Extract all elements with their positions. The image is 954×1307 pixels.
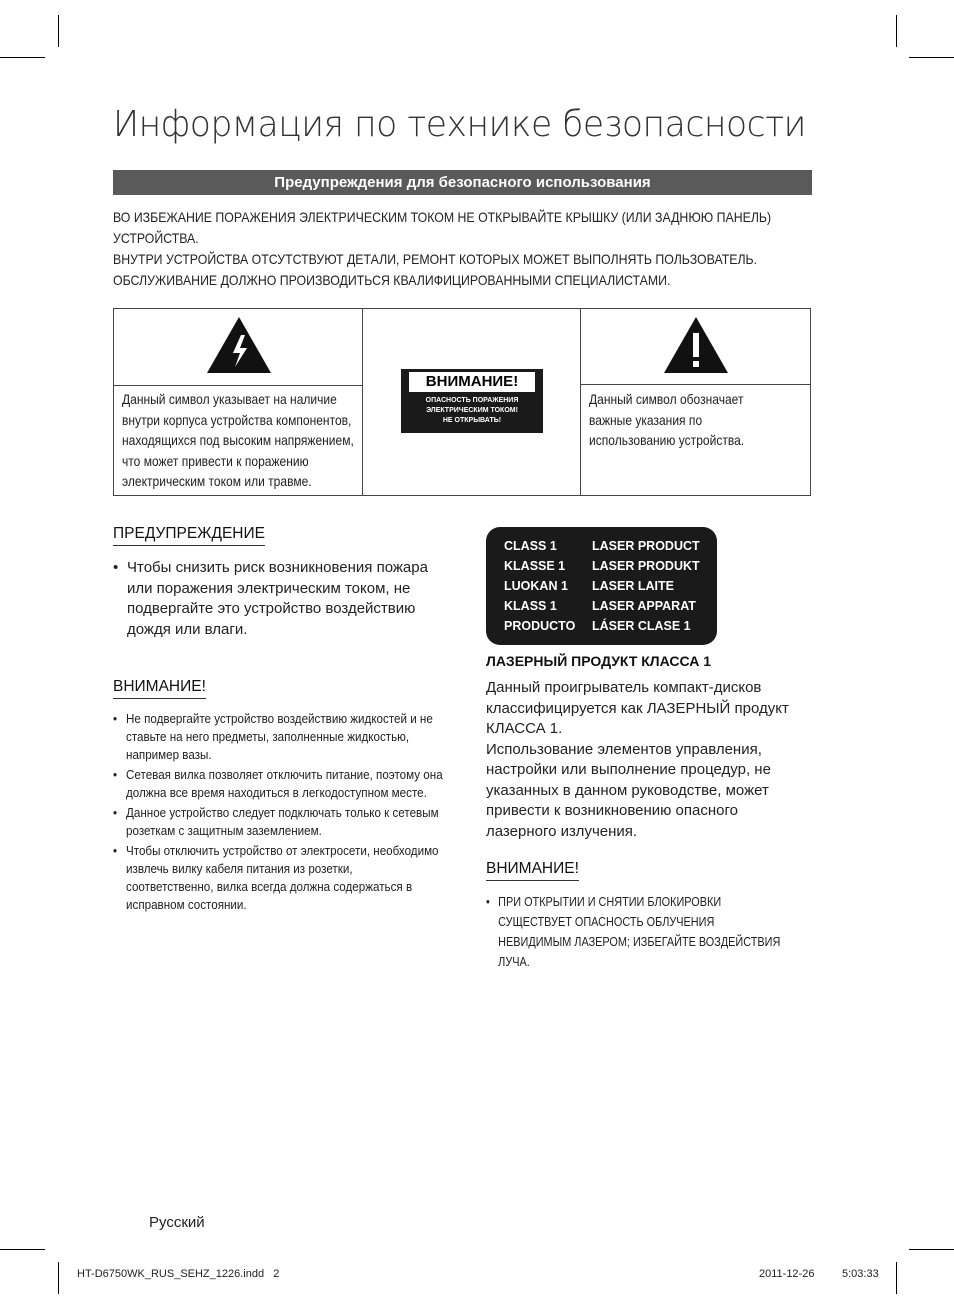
intro-line: ВО ИЗБЕЖАНИЕ ПОРАЖЕНИЯ ЭЛЕКТРИЧЕСКИМ ТОКОМ НЕ ОТКРЫВАЙТЕ КРЫШКУ (ИЛИ ЗАДНЮЮ ПАНЕЛЬ) bbox=[113, 209, 772, 225]
laser-section-text bbox=[486, 678, 816, 842]
crop-mark bbox=[896, 1262, 897, 1294]
list-item: • Чтобы отключить устройство от электросети, необходимо извлечь вилку кабеля питания из розетки, соответственно, вилка всегда должна содержаться в исправном состоянии. bbox=[113, 842, 443, 914]
list-item: • Чтобы снизить риск возникновения пожара или поражения электрическим током, не подвергайте это устройство воздействию дождя или влаги. bbox=[113, 558, 443, 640]
exclamation-warning-icon bbox=[662, 315, 730, 375]
caution-list-left bbox=[113, 710, 443, 914]
laser-row-class: KLASSE 1 bbox=[504, 559, 566, 573]
laser-class-label bbox=[486, 527, 717, 645]
laser-row-product: LASER PRODUKT bbox=[592, 559, 700, 573]
text-line: использованию устройства. bbox=[589, 432, 745, 448]
laser-row-class: KLASS 1 bbox=[504, 599, 557, 613]
file-name: HT-D6750WK_RUS_SEHZ_1226.indd 2 bbox=[77, 1268, 280, 1280]
list-item: • Не подвергайте устройство воздействию жидкостей и не ставьте на него предметы, заполненные жидкостью, например вазы. bbox=[113, 710, 443, 764]
lightning-warning-icon bbox=[205, 315, 273, 375]
text-line: внутри корпуса устройства компонентов, bbox=[122, 411, 352, 428]
laser-row-class: LUOKAN 1 bbox=[504, 579, 568, 593]
text-line: важные указания по bbox=[589, 411, 703, 428]
laser-row-product: LASER PRODUCT bbox=[592, 539, 700, 553]
print-time: 5:03:33 bbox=[842, 1268, 879, 1280]
crop-mark bbox=[58, 1262, 59, 1294]
caution-label bbox=[401, 369, 543, 433]
crop-mark bbox=[0, 57, 45, 58]
text-line: Данный проигрыватель компакт-дисков bbox=[486, 679, 762, 696]
text-line: Данный символ обозначает bbox=[589, 391, 744, 407]
caution-heading-right: ВНИМАНИЕ! bbox=[486, 860, 579, 881]
laser-row-product: LASER LAITE bbox=[592, 579, 674, 593]
text-line: электрическим током или травме. bbox=[122, 473, 312, 489]
laser-row bbox=[504, 536, 700, 556]
language-label: Русский bbox=[149, 1214, 205, 1231]
caution-label-subtext: ОПАСНОСТЬ ПОРАЖЕНИЯ ЭЛЕКТРИЧЕСКИМ ТОКОМ! НЕ ОТКРЫВАТЬ! bbox=[425, 397, 519, 424]
laser-row bbox=[504, 596, 696, 616]
text-line: Использование элементов управления, bbox=[486, 740, 762, 758]
print-date: 2011-12-26 bbox=[759, 1268, 815, 1280]
laser-row bbox=[504, 556, 700, 576]
crop-mark bbox=[0, 1249, 45, 1250]
laser-row-class: CLASS 1 bbox=[504, 539, 557, 553]
text-line: указанных в данном руководстве, может bbox=[486, 781, 769, 799]
text-line: настройки или выполнение процедур, не bbox=[486, 761, 771, 778]
text-line: КЛАССА 1. bbox=[486, 720, 563, 737]
list-item: • ПРИ ОТКРЫТИИ И СНЯТИИ БЛОКИРОВКИ СУЩЕСТВУЕТ ОПАСНОСТЬ ОБЛУЧЕНИЯ НЕВИДИМЫМ ЛАЗЕРОМ; ИЗБЕГАЙТЕ ВОЗДЕЙСТВИЯ ЛУЧА. bbox=[486, 892, 782, 972]
lightning-symbol-description bbox=[122, 389, 354, 492]
laser-row-product: LASER APPARAT bbox=[592, 599, 696, 613]
list-item: • Данное устройство следует подключать только к сетевым розеткам с защитным заземлением. bbox=[113, 804, 443, 840]
crop-mark bbox=[909, 1249, 954, 1250]
section-bar: Предупреждения для безопасного использования bbox=[113, 170, 812, 195]
warning-heading: ПРЕДУПРЕЖДЕНИЕ bbox=[113, 525, 265, 546]
caution-list-right bbox=[486, 892, 782, 972]
caution-label-heading: ВНИМАНИЕ! bbox=[409, 372, 535, 392]
text-line: Данный символ указывает на наличие bbox=[122, 391, 337, 407]
caution-heading-left: ВНИМАНИЕ! bbox=[113, 678, 206, 699]
intro-line: УСТРОЙСТВА. bbox=[113, 230, 199, 246]
symbols-table bbox=[113, 308, 811, 496]
divider bbox=[581, 384, 810, 385]
intro-text bbox=[113, 207, 833, 291]
laser-row bbox=[504, 576, 674, 596]
text-line: лазерного излучения. bbox=[486, 822, 638, 840]
text-line: что может привести к поражению bbox=[122, 452, 309, 469]
page-title: Информация по технике безопасности bbox=[113, 104, 806, 145]
laser-row-product: LÁSER CLASE 1 bbox=[592, 619, 691, 633]
intro-line: ВНУТРИ УСТРОЙСТВА ОТСУТСТВУЮТ ДЕТАЛИ, РЕМОНТ КОТОРЫХ МОЖЕТ ВЫПОЛНЯТЬ ПОЛЬЗОВАТЕЛЬ. bbox=[113, 251, 758, 267]
crop-mark bbox=[58, 15, 59, 47]
warning-list bbox=[113, 558, 443, 640]
divider bbox=[114, 385, 362, 386]
laser-section-heading: ЛАЗЕРНЫЙ ПРОДУКТ КЛАССА 1 bbox=[486, 653, 712, 669]
text-line: привести к возникновению опасного bbox=[486, 802, 738, 819]
text-line: классифицируется как ЛАЗЕРНЫЙ продукт bbox=[486, 699, 789, 717]
text-line: находящихся под высоким напряжением, bbox=[122, 432, 354, 448]
crop-mark bbox=[909, 57, 954, 58]
list-item: • Сетевая вилка позволяет отключить питание, поэтому она должна все время находиться в легкодоступном месте. bbox=[113, 766, 443, 802]
exclamation-symbol-description bbox=[589, 389, 787, 451]
laser-row bbox=[504, 616, 691, 636]
intro-line: ОБСЛУЖИВАНИЕ ДОЛЖНО ПРОИЗВОДИТЬСЯ КВАЛИФИЦИРОВАННЫМИ СПЕЦИАЛИСТАМИ. bbox=[113, 272, 671, 288]
laser-row-class: PRODUCTO bbox=[504, 619, 576, 633]
crop-mark bbox=[896, 15, 897, 47]
